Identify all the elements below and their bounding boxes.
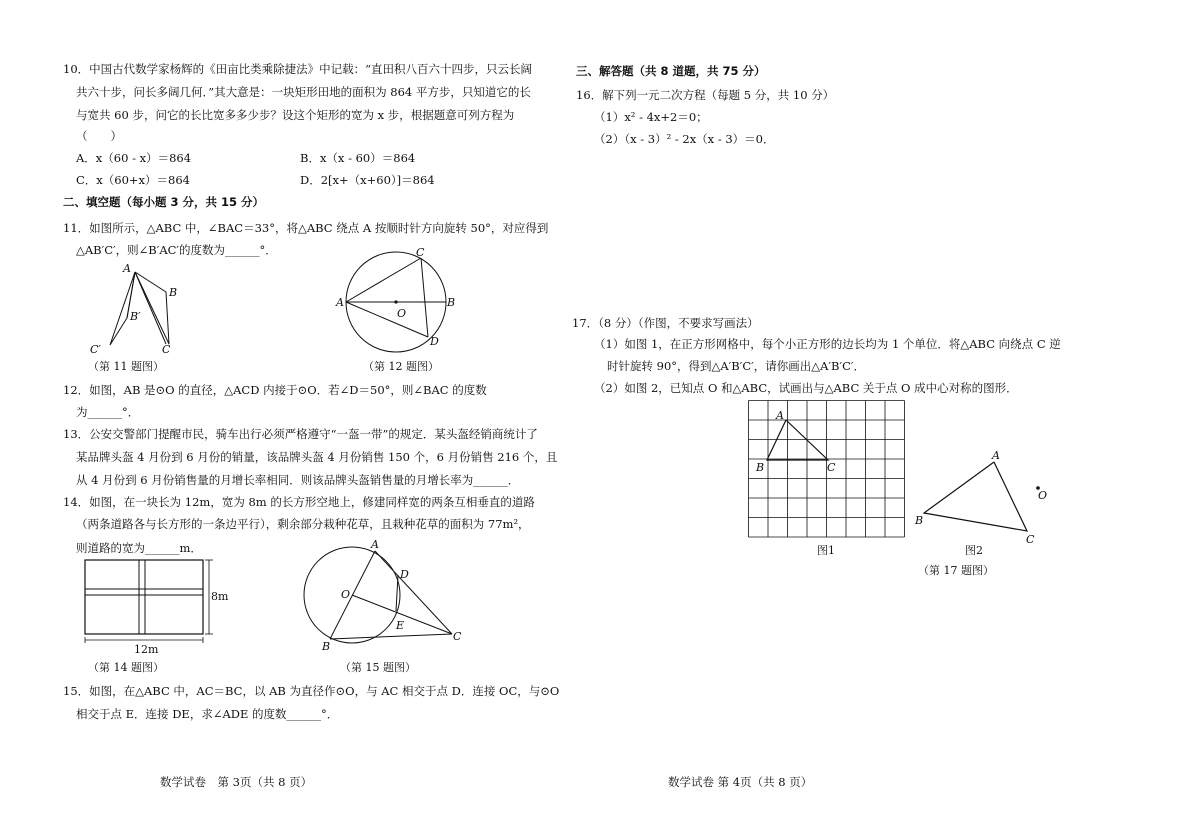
q15-label-e: E	[396, 619, 405, 632]
q14-figure	[84, 559, 234, 659]
q17-figure1-grid	[748, 400, 908, 542]
q17-fig1-label-c: C	[827, 461, 836, 474]
q17-fig2-label-a: A	[992, 449, 1000, 462]
q10-line3: 与宽共 60 步，问它的长比宽多多少步？设这个矩形的宽为 x 步，根据题意可列方程为	[76, 108, 515, 122]
q11-label-a: A	[123, 262, 131, 275]
q13-line1: 13．公安交警部门提醒市民，骑车出行必须严格遵守“一盔一带”的规定．某头盔经销商统计了	[63, 427, 538, 441]
q17-fig2-label-o: O	[1038, 489, 1048, 502]
q10-line2: 共六十步，问长多阔几何．”其大意是：一块矩形田地的面积为 864 平方步，只知道它的长	[76, 85, 531, 99]
section-2-heading: 二、填空题（每小题 3 分，共 15 分）	[63, 195, 265, 209]
q14-line1: 14．如图，在一块长为 12m，宽为 8m 的长方形空地上，修建同样宽的两条互相垂直的道路	[63, 495, 535, 509]
q10-line4: （ ）	[76, 129, 122, 143]
q11-line2: △AB′C′，则∠B′AC′的度数为______°．	[76, 243, 277, 257]
q14-line2: （两条道路各与长方形的一条边平行），剩余部分栽种花草，且栽种花草的面积为 77m²，	[76, 517, 530, 531]
right-footer: 数学试卷 第 4页（共 8 页）	[668, 775, 813, 789]
q17-fig2-label-b: B	[915, 514, 924, 527]
q12-label-o: O	[397, 307, 407, 320]
q16-sub2: （2）（x - 3）² - 2x（x - 3）＝0．	[594, 132, 775, 146]
q15-line2: 相交于点 E．连接 DE，求∠ADE 的度数______°．	[76, 707, 339, 721]
q10-option-d: D．2[x+（x+60）]＝864	[300, 173, 435, 187]
q12-caption: （第 12 题图）	[363, 360, 439, 373]
q15-label-a: A	[371, 538, 379, 551]
q17-caption: （第 17 题图）	[918, 564, 994, 577]
q13-line2: 某品牌头盔 4 月份到 6 月份的销量，该品牌头盔 4 月份销售 150 个，6 月份销售 216 个，且	[76, 450, 558, 464]
section-3-heading: 三、解答题（共 8 道题，共 75 分）	[576, 64, 766, 78]
q10-option-b: B．x（x - 60）＝864	[300, 151, 416, 165]
q10-line1: 10．中国古代数学家杨辉的《田亩比类乘除捷法》中记载：“直田积八百六十四步，只云长阔	[63, 62, 533, 76]
q12-line2: 为______°．	[76, 405, 140, 419]
q12-line1: 12．如图，AB 是⊙O 的直径，△ACD 内接于⊙O．若∠D＝50°，则∠BAC 的度数	[63, 383, 487, 397]
q15-label-o: O	[341, 588, 351, 601]
q15-line1: 15．如图，在△ABC 中，AC＝BC，以 AB 为直径作⊙O，与 AC 相交于点 D．连接 OC，与⊙O	[63, 684, 560, 698]
q17-line3: 时针旋转 90°，得到△A′B′C′，请你画出△A′B′C′．	[607, 359, 866, 373]
q12-figure	[335, 245, 465, 357]
q12-label-a: A	[336, 296, 344, 309]
q17-fig2-caption: 图2	[965, 544, 983, 557]
q10-option-a: A．x（60 - x）＝864	[76, 151, 192, 165]
q11-label-bp: B′	[130, 310, 141, 323]
q14-width-label: 12m	[134, 643, 159, 656]
q11-label-b: B	[169, 286, 178, 299]
q15-label-d: D	[400, 568, 409, 581]
q12-label-d: D	[430, 335, 439, 348]
q17-line4: （2）如图 2，已知点 O 和△ABC，试画出与△ABC 关于点 O 成中心对称的图形．	[594, 381, 1018, 395]
q11-line1: 11．如图所示，△ABC 中，∠BAC＝33°，将△ABC 绕点 A 按顺时针方向旋转 50°，对应得到	[63, 221, 549, 235]
q15-label-c: C	[453, 630, 462, 643]
q14-height-label: 8m	[211, 590, 229, 603]
q10-option-c: C．x（60+x）＝864	[76, 173, 190, 187]
q15-figure	[300, 538, 470, 653]
q16-line1: 16．解下列一元二次方程（每题 5 分，共 10 分）	[576, 88, 835, 102]
q13-line3: 从 4 月份到 6 月份销售量的月增长率相同．则该品牌头盔销售量的月增长率为______．	[76, 473, 520, 487]
q14-caption: （第 14 题图）	[88, 661, 164, 674]
q15-caption: （第 15 题图）	[340, 661, 416, 674]
q11-caption: （第 11 题图）	[88, 360, 164, 373]
q17-fig1-label-b: B	[756, 461, 765, 474]
q11-label-c: C	[162, 343, 171, 356]
q17-line1: 17．（8 分）（作图，不要求写画法）	[572, 316, 759, 330]
left-footer: 数学试卷 第 3页（共 8 页）	[160, 775, 313, 789]
q11-figure	[85, 260, 195, 360]
q17-figure2	[912, 448, 1052, 548]
q17-fig1-label-a: A	[776, 409, 784, 422]
q14-line3: 则道路的宽为______m．	[76, 541, 202, 555]
q12-label-b: B	[447, 296, 456, 309]
q16-sub1: （1）x² - 4x+2＝0；	[594, 110, 708, 124]
q11-label-cp: C′	[90, 343, 101, 356]
q17-line2: （1）如图 1，在正方形网格中，每个小正方形的边长均为 1 个单位．将△ABC 向绕点 C 逆	[594, 337, 1061, 351]
q15-label-b: B	[322, 640, 331, 653]
q17-fig1-caption: 图1	[817, 544, 835, 557]
q17-fig2-label-c: C	[1026, 533, 1035, 546]
q12-label-c: C	[416, 246, 425, 259]
